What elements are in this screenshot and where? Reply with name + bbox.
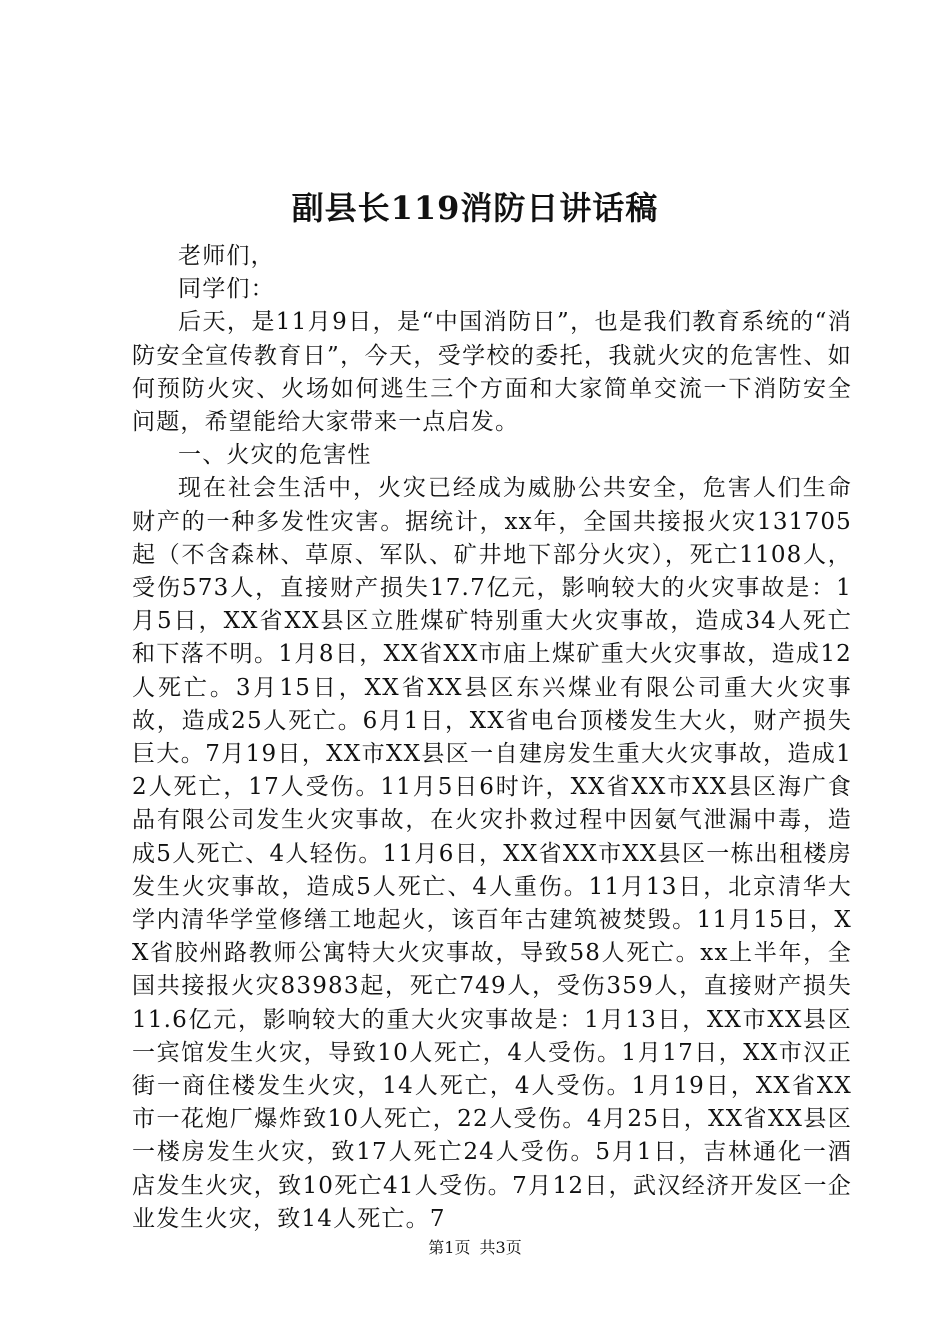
document-title: 副县长119消防日讲话稿 — [291, 189, 659, 227]
body-paragraph: 现在社会生活中，火灾已经成为威胁公共安全，危害人们生命财产的一种多发性灾害。据统计，xx年，全国共接报火灾131705起（不含森林、草原、军队、矿井地下部分火灾），死亡1108人，受伤573人，直接财产损失17.7亿元，影响较大的火灾事故是：1月5日，XX省XX县区立胜煤矿特别重大火灾事故，造成34人死亡和下落不明。1月8日，XX省XX市庙上煤矿重大火灾事故，造成12人死亡。3月15日，XX省XX县区东兴煤业有限公司重大火灾事故，造成25人死亡。6月1日，XX省电台顶楼发生大火，财产损失巨大。7月19日，XX市XX县区一自建房发生重大火灾事故，造成12人死亡，17人受伤。11月5日6时许，XX省XX市XX县区海广食品有限公司发生火灾事故，在火灾扑救过程中因氨气泄漏中毒，造成5人死亡、4人轻伤。11月6日，XX省XX市XX县区一栋出租楼房发生火灾事故，造成5人死亡、4人重伤。11月13日，北京清华大学内清华学堂修缮工地起火，该百年古建筑被焚毁。11月15日，XX省胶州路教师公寓特大火灾事故，导致58人死亡。xx上半年，全国共接报火灾83983起，死亡749人，受伤359人，直接财产损失11.6亿元，影响较大的重大火灾事故是：1月13日，XX市XX县区一宾馆发生火灾，导致10人死亡，4人受伤。1月17日，XX市汉正街一商住楼发生火灾，14人死亡，4人受伤。1月19日，XX省XX市一花炮厂爆炸致10人死亡，22人受伤。4月25日，XX省XX县区一楼房发生火灾，致17人死亡24人受伤。5月1日，吉林通化一酒店发生火灾，致10死亡41人受伤。7月12日，武汉经济开发区一企业发生火灾，致14人死亡。7 — [132, 475, 852, 1232]
intro-paragraph: 后天，是11月9日，是“中国消防日”，也是我们教育系统的“消防安全宣传教育日”，今天，受学校的委托，我就火灾的危害性、如何预防火灾、火场如何逃生三个方面和大家简单交流一下消防安全问题，希望能给大家带来一点启发。 — [132, 309, 852, 436]
document-body — [132, 240, 852, 1236]
page-total: 共3页 — [479, 1238, 522, 1257]
salutation-students: 同学们： — [178, 276, 275, 303]
page-number: 第1页 — [428, 1238, 471, 1257]
salutation-teachers: 老师们， — [178, 243, 275, 269]
section-heading: 一、火灾的危害性 — [178, 442, 372, 469]
page-footer — [0, 1238, 950, 1258]
